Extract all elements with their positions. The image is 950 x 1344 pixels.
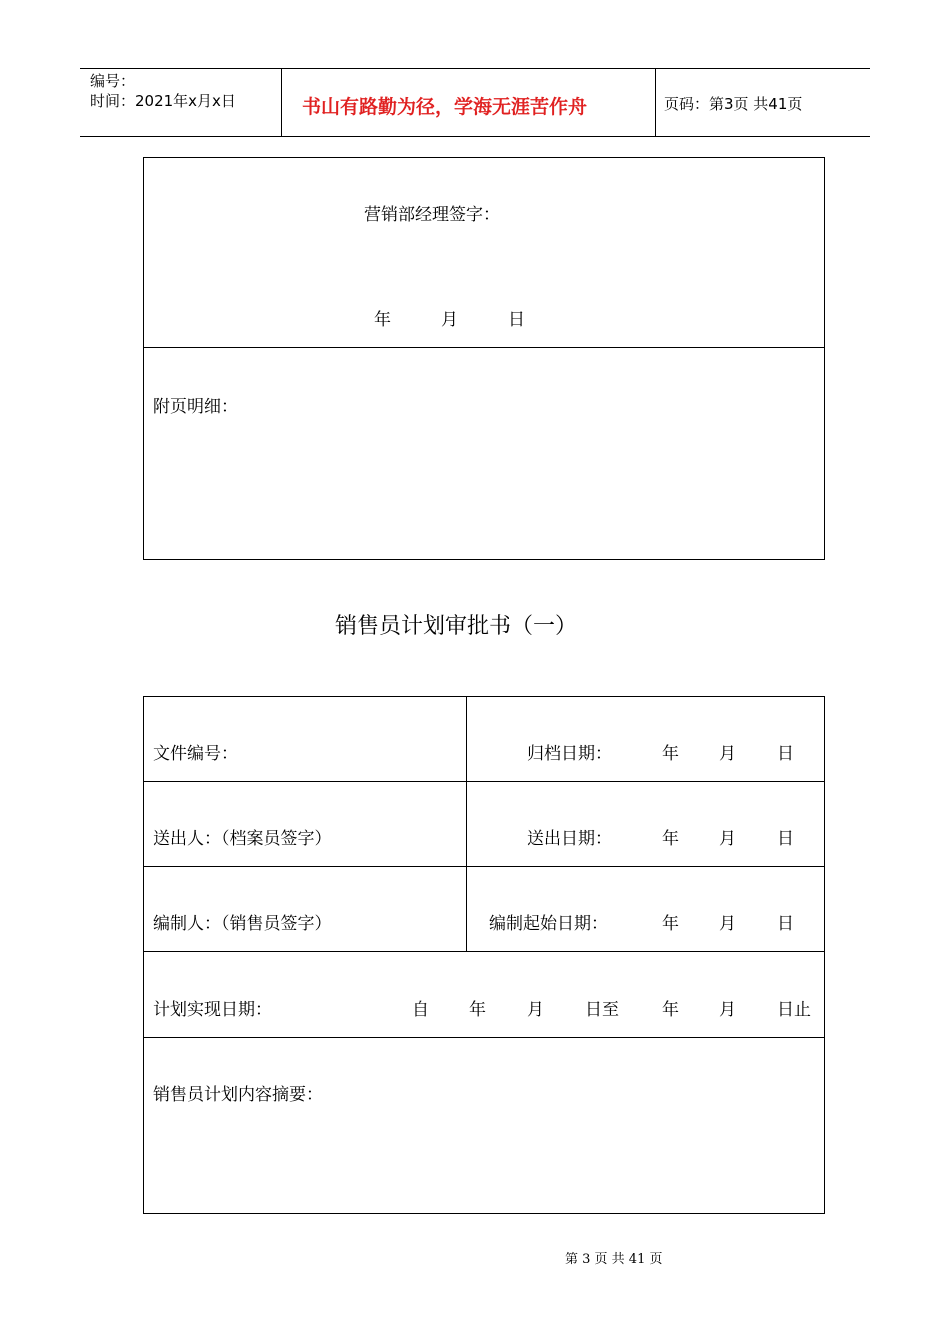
- period-to-month: 月: [719, 1000, 736, 1020]
- period-from-year: 年: [469, 1000, 486, 1020]
- table-row-divider: [143, 1037, 825, 1038]
- approval-date-month: 月: [441, 310, 458, 330]
- table-row-divider: [143, 781, 825, 782]
- header-time-label: 时间：2021年x月x日: [90, 92, 236, 110]
- plan-summary-label: 销售员计划内容摘要：: [153, 1085, 323, 1105]
- author-label: 编制人：（销售员签字）: [153, 914, 332, 934]
- page-footer: 第 3 页 共 41 页: [565, 1252, 663, 1267]
- start-month: 月: [719, 914, 736, 934]
- table-column-divider: [466, 696, 467, 952]
- start-date-label: 编制起始日期：: [489, 914, 608, 934]
- start-day: 日: [777, 914, 794, 934]
- file-number-label: 文件编号：: [153, 744, 238, 764]
- archive-year: 年: [662, 744, 679, 764]
- table-row-divider: [143, 951, 825, 952]
- plan-period-label: 计划实现日期：: [153, 1000, 272, 1020]
- period-to-year: 年: [662, 1000, 679, 1020]
- approval-row-divider: [143, 347, 825, 348]
- manager-signature-label: 营销部经理签字：: [364, 205, 500, 225]
- plan-approval-table: [143, 696, 825, 1214]
- sender-label: 送出人：（档案员签字）: [153, 829, 332, 849]
- archive-day: 日: [777, 744, 794, 764]
- period-from-month: 月: [527, 1000, 544, 1020]
- archive-date-label: 归档日期：: [527, 744, 612, 764]
- header-top-rule: [80, 68, 870, 69]
- header-motto: 书山有路勤为径，学海无涯苦作舟: [302, 96, 588, 118]
- approval-date-day: 日: [508, 310, 525, 330]
- header-number-label: 编号：: [90, 72, 136, 90]
- header-divider: [655, 68, 656, 136]
- send-year: 年: [662, 829, 679, 849]
- attachment-label: 附页明细：: [153, 397, 238, 417]
- header-page-label: 页码：第3页 共41页: [664, 95, 803, 113]
- send-month: 月: [719, 829, 736, 849]
- send-day: 日: [777, 829, 794, 849]
- approval-date-year: 年: [374, 310, 391, 330]
- period-day-end: 日止: [777, 1000, 811, 1020]
- header-divider: [281, 68, 282, 136]
- document-title: 销售员计划审批书（一）: [335, 614, 578, 639]
- period-day-to: 日至: [585, 1000, 619, 1020]
- archive-month: 月: [719, 744, 736, 764]
- start-year: 年: [662, 914, 679, 934]
- header-bottom-rule: [80, 136, 870, 137]
- period-from: 自: [412, 1000, 429, 1020]
- table-row-divider: [143, 866, 825, 867]
- send-date-label: 送出日期：: [527, 829, 612, 849]
